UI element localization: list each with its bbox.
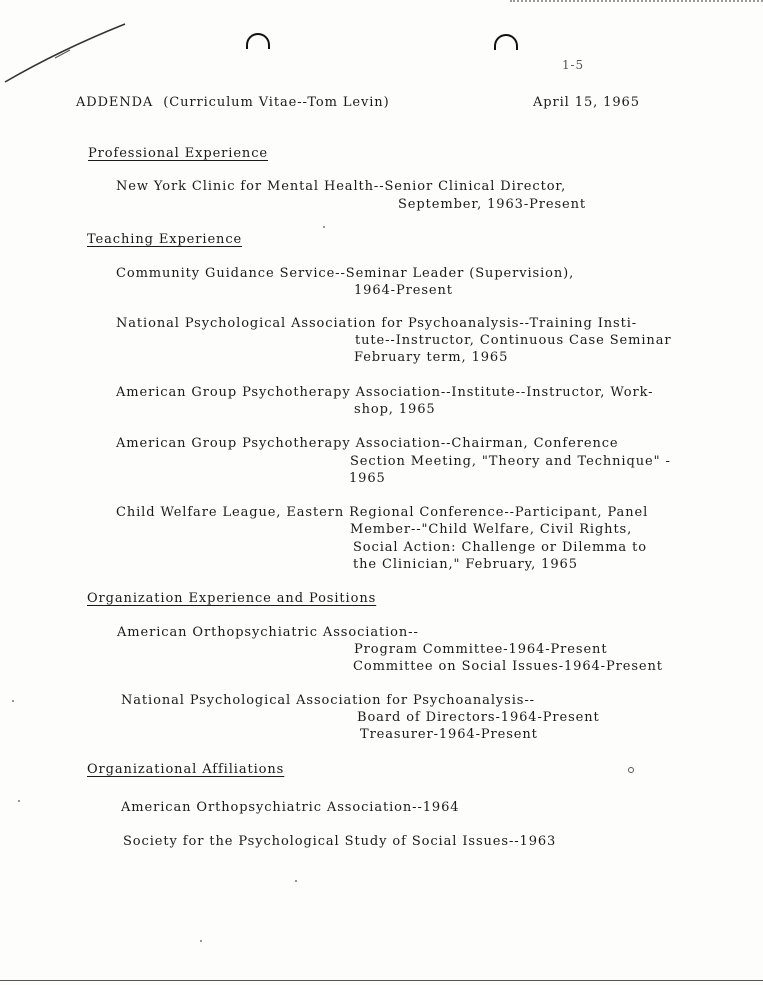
punch-hole-mark <box>246 33 270 49</box>
section-heading-teaching: Teaching Experience <box>87 232 243 247</box>
entry-line: 1964-Present <box>354 283 453 298</box>
entry-line: National Psychological Association for Psychoanalysis-- <box>121 693 535 708</box>
section-heading-organization: Organization Experience and Positions <box>87 591 377 606</box>
entry-line: September, 1963-Present <box>398 197 587 212</box>
entry-line: Treasurer-1964-Present <box>360 727 538 742</box>
scan-mark <box>0 10 140 90</box>
entry-line: Program Committee-1964-Present <box>354 642 608 657</box>
section-heading-professional: Professional Experience <box>88 146 268 161</box>
entry-line: National Psychological Association for Psychoanalysis--Training Insti- <box>116 316 638 331</box>
header-subtitle: (Curriculum Vitae--Tom Levin) <box>163 95 390 110</box>
scan-speck <box>18 800 20 802</box>
entry-line: Society for the Psychological Study of Social Issues--1963 <box>123 834 557 849</box>
entry-line: Section Meeting, "Theory and Technique" - <box>350 454 671 469</box>
entry-line: Community Guidance Service--Seminar Leader (Supervision), <box>116 266 575 281</box>
entry-line: Committee on Social Issues-1964-Present <box>353 659 663 674</box>
entry-line: American Group Psychotherapy Association--Chairman, Conference <box>116 436 619 451</box>
entry-line: shop, 1965 <box>354 402 436 417</box>
entry-line: American Orthopsychiatric Association--1964 <box>121 800 460 815</box>
page-number: 1-5 <box>562 58 585 72</box>
document-header <box>76 95 390 110</box>
scan-speck <box>628 767 634 773</box>
entry-line: Child Welfare League, Eastern Regional Conference--Participant, Panel <box>116 505 649 520</box>
scan-speck <box>200 940 202 942</box>
entry-line: Social Action: Challenge or Dilemma to <box>353 540 647 555</box>
header-title: ADDENDA <box>76 95 154 110</box>
entry-line: February term, 1965 <box>354 350 509 365</box>
header-date: April 15, 1965 <box>533 95 640 110</box>
entry-line: American Group Psychotherapy Association--Institute--Instructor, Work- <box>116 385 654 400</box>
entry-line: New York Clinic for Mental Health--Senior Clinical Director, <box>116 179 567 194</box>
entry-line: Member--"Child Welfare, Civil Rights, <box>350 522 633 537</box>
entry-line: Board of Directors-1964-Present <box>357 710 600 725</box>
scan-edge <box>510 0 763 4</box>
scan-edge <box>0 980 763 981</box>
entry-line: tute--Instructor, Continuous Case Seminar <box>355 333 672 348</box>
section-heading-affiliations: Organizational Affiliations <box>87 762 285 777</box>
entry-line: the Clinician," February, 1965 <box>353 557 578 572</box>
scan-speck <box>12 700 14 702</box>
entry-line: 1965 <box>349 471 386 486</box>
entry-line: American Orthopsychiatric Association-- <box>117 625 419 640</box>
punch-hole-mark <box>494 34 518 50</box>
scan-speck <box>323 226 325 228</box>
scan-speck <box>295 880 297 882</box>
